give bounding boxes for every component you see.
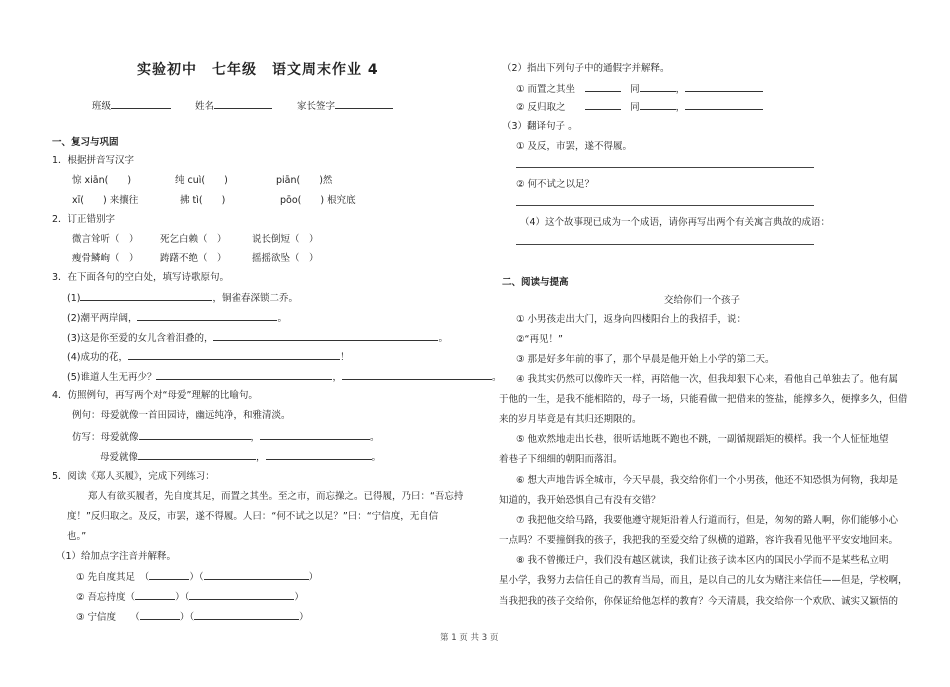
pinyin-item: xī( ) 来攘往: [72, 195, 139, 206]
poem-blank[interactable]: [137, 311, 277, 321]
tongjia-blank[interactable]: [640, 82, 676, 92]
poem-blank[interactable]: [156, 370, 332, 380]
classical-text: 郑人有欲买履者，先自度其足，而置之其坐。至之市，而忘操之。已得履，乃曰：“吾忘持: [88, 491, 464, 502]
pinyin-item: pōo( ) 根究底: [280, 195, 356, 206]
paragraph: 着巷子下细细的朝阳而落泪。: [499, 454, 623, 465]
sub-question-2: （2）指出下列句子中的通假字并解释。: [502, 63, 670, 74]
meaning-blank[interactable]: [189, 590, 294, 600]
sub-question-4: （4）这个故事现已成为一个成语，请你再写出两个有关寓言典故的成语：: [520, 217, 831, 228]
sub-question-1: （1）给加点字注音并解释。: [56, 551, 177, 562]
example-sentence: 例句：母爱就像一首田园诗，幽远纯净，和雅清淡。: [72, 410, 291, 421]
poem-line-5: (5)谁道人生无再少？ ， 。: [67, 372, 502, 383]
class-field: 班级: [92, 99, 171, 113]
annotation-item-2: ② 吾忘持度（ ）（ ）: [76, 592, 304, 603]
tongjia-blank[interactable]: [585, 82, 621, 92]
poem-blank[interactable]: [128, 350, 340, 360]
typo-item: 说长倒短（ ）: [252, 234, 319, 245]
paragraph: ⑦ 我把他交给马路，我要他遵守规矩沿着人行道而行，但是，匆匆的路人啊，你们能够小心: [516, 515, 899, 526]
paragraph: ④ 我其实仍然可以像昨天一样，再陪他一次，但我却狠下心来，看他自己单独去了。他有属: [516, 374, 899, 385]
section-review-heading: 一、复习与巩固: [52, 137, 119, 148]
classical-text: 也。”: [67, 531, 87, 542]
phonetic-blank[interactable]: [135, 590, 175, 600]
paragraph: 一点吗？不要撞倒我的孩子，我把我的至爱交给了纵横的道路，容许我看见他平平安安地回来。: [499, 535, 899, 546]
imitation-blank[interactable]: [139, 430, 251, 440]
question-4: 4．仿照例句，再写两个对“母爱”理解的比喻句。: [52, 390, 258, 401]
imitation-line-2: 母爱就像 ， 。: [100, 452, 382, 463]
meaning-blank[interactable]: [204, 570, 309, 580]
page-title: 实验初中 七年级 语文周末作业 4: [137, 62, 379, 78]
question-1: 1．根据拼音写汉字: [52, 155, 135, 166]
paragraph: ⑥ 想大声地告诉全城市，今天早晨，我交给你们一个小男孩，他还不知恐惧为何物，我却是: [516, 475, 899, 486]
paragraph: 星小学，我努力去信任自己的教育当局，而且，是以自己的儿女为赌注来信任——但是，学校啊，: [499, 575, 908, 586]
tongjia-blank[interactable]: [685, 100, 763, 110]
parent-sign-blank[interactable]: [335, 99, 393, 109]
typo-item: 微言耸听（ ）: [72, 234, 139, 245]
poem-blank[interactable]: [80, 291, 212, 301]
question-5: 5．阅读《郑人买履》，完成下列练习：: [52, 471, 215, 482]
tongjia-item-2: ② 反归取之 同 ，: [516, 100, 763, 114]
tongjia-blank[interactable]: [685, 82, 763, 92]
typo-item: 死乞白赖（ ）: [160, 234, 227, 245]
paragraph: ②“再见！”: [516, 334, 563, 345]
tongjia-item-1: ① 而置之其坐 同 ，: [516, 82, 763, 96]
pinyin-item: 拂 tì( ): [180, 195, 226, 206]
answer-line[interactable]: [516, 205, 814, 206]
answer-line[interactable]: [516, 244, 814, 245]
pinyin-item: 惊 xiān( ): [72, 175, 132, 186]
page-footer: 第 1 页 共 3 页: [440, 633, 499, 643]
poem-line-2: (2)潮平两岸阔， 。: [67, 313, 287, 324]
pinyin-item: 纯 cuì( ): [175, 175, 228, 186]
question-2: 2．订正错别字: [52, 214, 116, 225]
poem-line-3: (3)这是你至爱的女儿含着泪叠的， 。: [67, 333, 448, 344]
translate-item-1: ① 及反，市罢，遂不得履。: [516, 141, 633, 152]
typo-item: 踌躇不绝（ ）: [160, 253, 227, 264]
poem-line-4: (4)成功的花， ！: [67, 352, 350, 363]
imitation-blank[interactable]: [266, 450, 372, 460]
paragraph: 当我把我的孩子交给你，你保证给他怎样的教育？今天清晨，我交给你一个欢欣、诚实又颖悟的: [499, 596, 899, 607]
imitation-blank[interactable]: [260, 430, 370, 440]
answer-line[interactable]: [516, 167, 814, 168]
pinyin-item: piān( )然: [276, 175, 333, 186]
paragraph: ③ 那是好多年前的事了，那个早晨是他开始上小学的第二天。: [516, 354, 775, 365]
paragraph: 来的岁月毕竟是有其归还期限的。: [499, 414, 642, 425]
meaning-blank[interactable]: [194, 610, 299, 620]
typo-item: 摇摇欲坠（ ）: [252, 253, 319, 264]
imitation-blank[interactable]: [138, 450, 256, 460]
name-blank[interactable]: [214, 99, 272, 109]
poem-line-1: (1) ，铜雀春深锁二乔。: [67, 293, 298, 304]
poem-blank[interactable]: [213, 331, 438, 341]
annotation-item-3: ③ 宁信度 （ ）（ ）: [76, 612, 309, 623]
translate-item-2: ② 何不试之以足？: [516, 179, 595, 190]
annotation-item-1: ① 先自度其足 （ ）（ ）: [76, 572, 319, 583]
paragraph: 知道的，我开始恐惧自己有没有交错？: [499, 495, 661, 506]
classical-text: 度！”反归取之。及反，市罢，遂不得履。人曰：“何不试之以足？”曰：“宁信度，无自信: [67, 511, 439, 522]
name-field: 姓名: [195, 99, 272, 113]
phonetic-blank[interactable]: [149, 570, 189, 580]
paragraph: ⑧ 我不曾搬迁户，我们没有越区就读，我们让孩子读本区内的国民小学而不是某些私立明: [516, 555, 889, 566]
question-3: 3．在下面各句的空白处，填写诗歌原句。: [52, 272, 230, 283]
tongjia-blank[interactable]: [585, 100, 621, 110]
section-reading-heading: 二、阅读与提高: [502, 277, 569, 288]
paragraph: ⑤ 他欢然地走出长巷，很听话地既不跑也不跳，一副循规蹈矩的模样。我一个人怔怔地望: [516, 434, 889, 445]
typo-item: 瘦骨鳞峋（ ）: [72, 253, 139, 264]
story-title: 交给你们一个孩子: [664, 295, 741, 306]
class-blank[interactable]: [111, 99, 171, 109]
imitation-line-1: 仿写：母爱就像 ， 。: [72, 432, 380, 443]
parent-sign-field: 家长签字: [297, 99, 393, 113]
tongjia-blank[interactable]: [640, 100, 676, 110]
paragraph: 于他的一生，是我不能相陪的，母子一场，只能看做一把借来的签盐，能撑多久，便撑多久，但借: [499, 394, 908, 405]
paragraph: ① 小男孩走出大门，返身向四楼阳台上的我招手，说：: [516, 314, 747, 325]
sub-question-3: （3）翻译句子 。: [502, 121, 578, 132]
poem-blank[interactable]: [342, 370, 492, 380]
phonetic-blank[interactable]: [140, 610, 180, 620]
